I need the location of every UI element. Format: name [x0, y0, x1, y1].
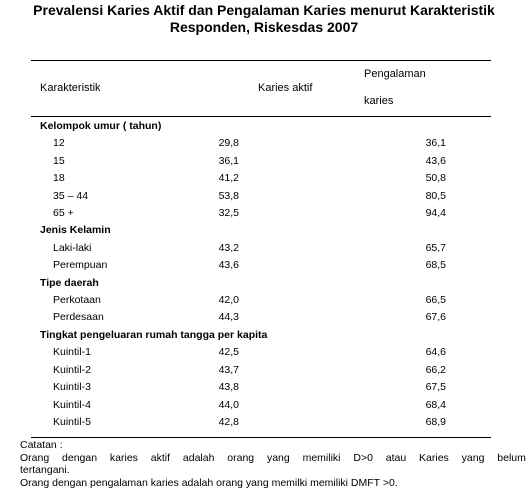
- pengalaman-karies-value: 67,6: [425, 311, 446, 324]
- group-header-row: [31, 118, 491, 135]
- title-line-1: Prevalensi Karies Aktif dan Pengalaman Karies menurut Karakteristik: [33, 2, 495, 18]
- karies-aktif-value: 44,3: [218, 311, 239, 324]
- row-label: Kuintil-1: [53, 346, 91, 359]
- row-label: 15: [53, 154, 65, 167]
- group-name: Tipe daerah: [40, 276, 99, 289]
- group-header-row: [31, 275, 491, 292]
- notes-line-2: tertangani.: [20, 464, 70, 476]
- karies-aktif-value: 43,8: [218, 381, 239, 394]
- table-row: [31, 309, 491, 326]
- notes-line-1: [20, 452, 526, 465]
- notes: [20, 439, 526, 489]
- pengalaman-karies-value: 94,4: [425, 207, 446, 220]
- note-word: belum: [497, 451, 526, 464]
- karies-aktif-value: 43,7: [218, 363, 239, 376]
- notes-line-3: Orang dengan pengalaman karies adalah orang yang memilki memiliki DMFT >0.: [20, 476, 398, 489]
- pengalaman-karies-value: 66,5: [425, 294, 446, 307]
- karies-aktif-value: 43,2: [218, 241, 239, 254]
- table-row: [31, 344, 491, 361]
- table-row: [31, 257, 491, 274]
- pengalaman-karies-value: 80,5: [425, 189, 446, 202]
- karies-aktif-value: 32,5: [218, 207, 239, 220]
- group-name: Tingkat pengeluaran rumah tangga per kapita: [40, 328, 268, 341]
- row-label: Laki-laki: [53, 241, 92, 254]
- karies-aktif-value: 41,2: [218, 172, 239, 185]
- group-header-row: [31, 327, 491, 344]
- header-karakteristik: Karakteristik: [40, 82, 101, 94]
- pengalaman-karies-value: 68,9: [425, 415, 446, 428]
- note-word: memiliki: [302, 451, 341, 464]
- pengalaman-karies-value: 43,6: [425, 154, 446, 167]
- karies-aktif-value: 36,1: [218, 154, 239, 167]
- row-label: 35 – 44: [53, 189, 89, 202]
- note-word: yang: [266, 451, 290, 464]
- table-row: [31, 188, 491, 205]
- table-row: [31, 153, 491, 170]
- karies-aktif-value: 42,0: [218, 294, 239, 307]
- pengalaman-karies-value: 65,7: [425, 241, 446, 254]
- pengalaman-karies-value: 68,5: [425, 259, 446, 272]
- pengalaman-karies-value: 67,5: [425, 381, 446, 394]
- note-word: Orang: [20, 451, 50, 464]
- table-row: [31, 205, 491, 222]
- note-word: orang: [227, 451, 255, 464]
- row-label: 12: [53, 137, 65, 150]
- row-label: Perdesaan: [53, 311, 104, 324]
- pengalaman-karies-value: 64,6: [425, 346, 446, 359]
- karies-aktif-value: 29,8: [218, 137, 239, 150]
- table-row: [31, 397, 491, 414]
- note-word: atau: [385, 451, 407, 464]
- table-row: [31, 240, 491, 257]
- table-row: [31, 379, 491, 396]
- header-pengalaman-line1: Pengalaman: [364, 68, 426, 80]
- row-label: Kuintil-2: [53, 363, 91, 376]
- group-name: Jenis Kelamin: [40, 224, 111, 237]
- header-rule: [31, 116, 491, 117]
- group-header-row: [31, 222, 491, 239]
- row-label: Perempuan: [53, 259, 108, 272]
- table-body: [31, 118, 491, 431]
- header-karies-aktif: Karies aktif: [258, 82, 313, 94]
- header-pengalaman-karies: [364, 68, 426, 108]
- row-label: Kuintil-3: [53, 381, 91, 394]
- row-label: Kuintil-4: [53, 398, 91, 411]
- top-rule: [31, 60, 491, 61]
- row-label: Kuintil-5: [53, 415, 91, 428]
- note-word: adalah: [182, 451, 215, 464]
- bottom-rule: [31, 437, 491, 438]
- table-row: [31, 135, 491, 152]
- note-word: yang: [461, 451, 485, 464]
- pengalaman-karies-value: 68,4: [425, 398, 446, 411]
- note-word: Karies: [419, 451, 449, 464]
- row-label: 65 +: [53, 207, 74, 220]
- row-label: 18: [53, 172, 65, 185]
- group-name: Kelompok umur ( tahun): [40, 120, 162, 132]
- karies-aktif-value: 43,6: [218, 259, 239, 272]
- table-row: [31, 170, 491, 187]
- table-row: [31, 414, 491, 431]
- karies-aktif-value: 42,8: [218, 415, 239, 428]
- note-word: aktif: [150, 451, 171, 464]
- note-word: dengan: [62, 451, 98, 464]
- karies-aktif-value: 53,8: [218, 189, 239, 202]
- header-pengalaman-line2: karies: [364, 95, 394, 107]
- pengalaman-karies-value: 36,1: [425, 137, 446, 150]
- karies-aktif-value: 42,5: [218, 346, 239, 359]
- note-word: D>0: [353, 451, 373, 464]
- data-table: [31, 118, 491, 431]
- notes-heading: Catatan :: [20, 439, 63, 451]
- table-title: [0, 2, 528, 36]
- pengalaman-karies-value: 50,8: [425, 172, 446, 185]
- row-label: Perkotaan: [53, 294, 101, 307]
- karies-aktif-value: 44,0: [218, 398, 239, 411]
- table-row: [31, 362, 491, 379]
- pengalaman-karies-value: 66,2: [425, 363, 446, 376]
- note-word: karies: [109, 451, 138, 464]
- table-row: [31, 292, 491, 309]
- title-line-2: Responden, Riskesdas 2007: [169, 19, 359, 35]
